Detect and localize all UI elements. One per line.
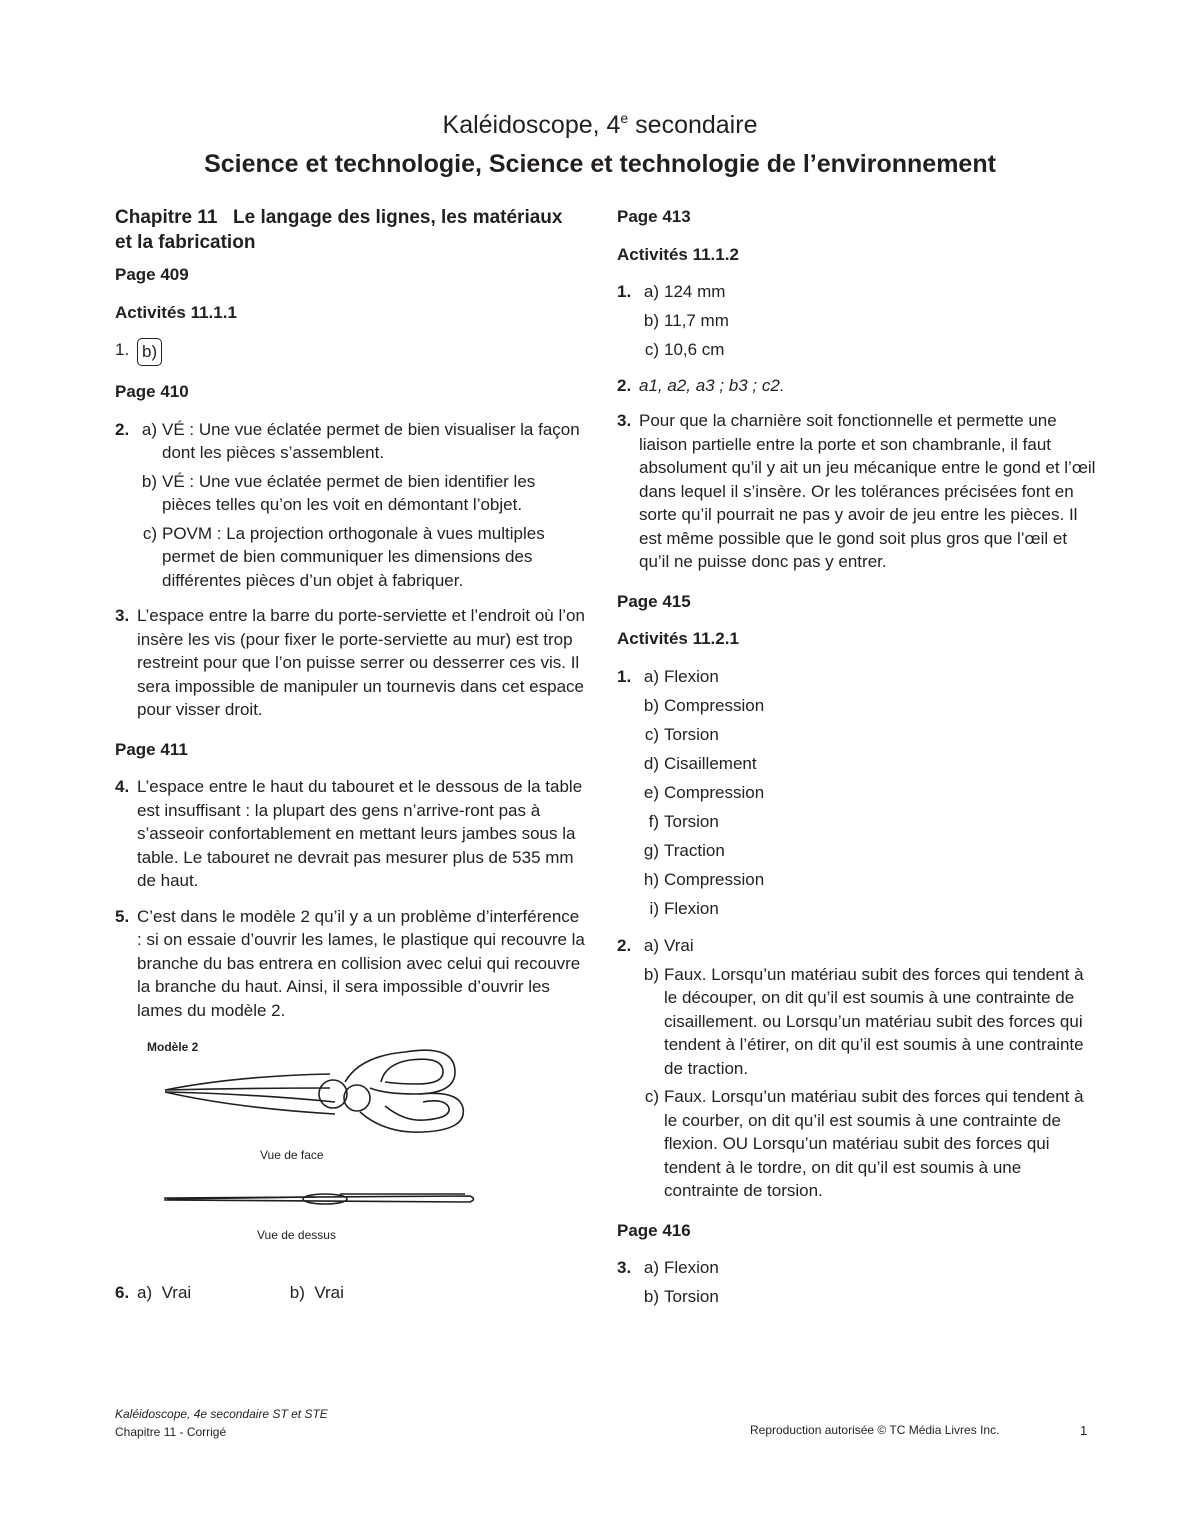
question-r1: 1. a) 124 mm b) 11,7 mm c) 10,6 cm xyxy=(617,282,729,359)
answer-box: b) xyxy=(137,338,162,366)
scissors-figure xyxy=(145,1036,485,1251)
question-s1: 1. a) Flexion b) Compression c) Torsion d) Cisaillement e) Compression f) Torsion g) Traction h) Compression i) Flexion xyxy=(617,666,765,918)
page-heading-415: Page 415 xyxy=(617,591,691,611)
question-r3: 3. Pour que la charnière soit fonctionnelle et permette une liaison partielle entre la porte et son chambranle, il faut absolument qu’il y ait un jeu mécanique entre le gond et l’œil dans lequel il s’insère. Or les tolérances précisées font en sorte qu’il pourrait ne pas y avoir de jeu entre les pièces. Il est même possible que le gond soit plus gros que l’œil et qu’il ne puisse donc pas y entrer. xyxy=(617,411,1096,571)
question-5: 5. C’est dans le modèle 2 qu’il y a un problème d’interférence : si on essaie d’ouvrir les lames, le plastique qui recouvre la branche du bas entrera en collision avec celui qui recouvre la branche du haut. Ainsi, il sera impossible d’ouvrir les lames du modèle 2. xyxy=(115,906,585,1020)
question-6: 6. a) Vrai b) Vrai xyxy=(115,1283,344,1302)
page-heading-409: Page 409 xyxy=(115,265,189,284)
footer-left xyxy=(115,1405,328,1441)
page-heading-410: Page 410 xyxy=(115,382,189,401)
question-r2: 2. a1, a2, a3 ; b3 ; c2. xyxy=(617,375,785,395)
document-subtitle: Science et technologie, Science et technologie de l’environnement xyxy=(204,150,996,178)
page-heading-416: Page 416 xyxy=(617,1220,691,1240)
right-column xyxy=(617,205,1097,1321)
figure-front-view-label: Vue de face xyxy=(260,1148,324,1162)
footer-book-title: Kaléidoscope, 4e secondaire ST et STE xyxy=(115,1407,328,1421)
footer-rights: Reproduction autorisée © TC Média Livres Inc. xyxy=(750,1423,1000,1437)
footer-chapter: Chapitre 11 - Corrigé xyxy=(115,1425,227,1439)
page-heading-413: Page 413 xyxy=(617,207,691,226)
chapter-heading: Chapitre 11 Le langage des lignes, les matériaux et la fabrication xyxy=(115,207,563,253)
question-s3: 3. a) Flexion b) Torsion xyxy=(617,1258,719,1306)
question-1: 1. b) xyxy=(115,338,585,366)
question-4: 4. L’espace entre le haut du tabouret et le dessous de la table est insuffisant : la plupart des gens n’arrive-ront pas à s’asseoir confortablement en mettant leurs jambes sous la table. Le tabouret ne devrait pas mesurer plus de 535 mm de haut. xyxy=(115,777,583,890)
question-2: 2. a) VÉ : Une vue éclatée permet de bien visualiser la façon dont les pièces s’assemblent. b) VÉ : Une vue éclatée permet de bien identifier les pièces telles qu’on les voit en démontant l’objet. c) POVM : La projection orthogonale à vues multiples permet de bien communiquer les dimensions des différentes pièces d’un objet à fabriquer. xyxy=(115,419,580,590)
question-3: 3. L’espace entre la barre du porte-serviette et l’endroit où l’on insère les vis (pour fixer le porte-serviette au mur) est trop restreint pour que l’on puisse serrer ou desserrer ces vis. Il sera impossible de manipuler un tournevis dans cet espace pour visser droit. xyxy=(115,606,585,719)
page-number: 1 xyxy=(1080,1423,1088,1438)
figure-top-view-label: Vue de dessus xyxy=(257,1228,336,1242)
left-column xyxy=(115,205,585,1317)
activity-heading-11-1-1: Activités 11.1.1 xyxy=(115,302,237,322)
question-s2: 2. a) Vrai b) Faux. Lorsqu’un matériau subit des forces qui tendent à le découper, on dit qu’il est soumis à une contrainte de cisaillement. ou Lorsqu’un matériau subit des forces qui tendent à l’étirer, on dit qu’il est soumis à une contrainte de traction. c) Faux. Lorsqu’un matériau subit des forces qui tendent à le courber, on dit qu’il est soumis à une contrainte de flexion. OU Lorsqu’un matériau subit des forces qui tendent à le tordre, on dit qu’il est soumis à une contrainte de torsion. xyxy=(617,936,1084,1200)
figure-model-label: Modèle 2 xyxy=(147,1040,199,1054)
activity-heading-11-2-1: Activités 11.2.1 xyxy=(617,629,739,648)
activity-heading-11-1-2: Activités 11.1.2 xyxy=(617,244,739,264)
page-heading-411: Page 411 xyxy=(115,739,188,759)
document-title: Kaléidoscope, 4e secondaire xyxy=(442,110,758,139)
